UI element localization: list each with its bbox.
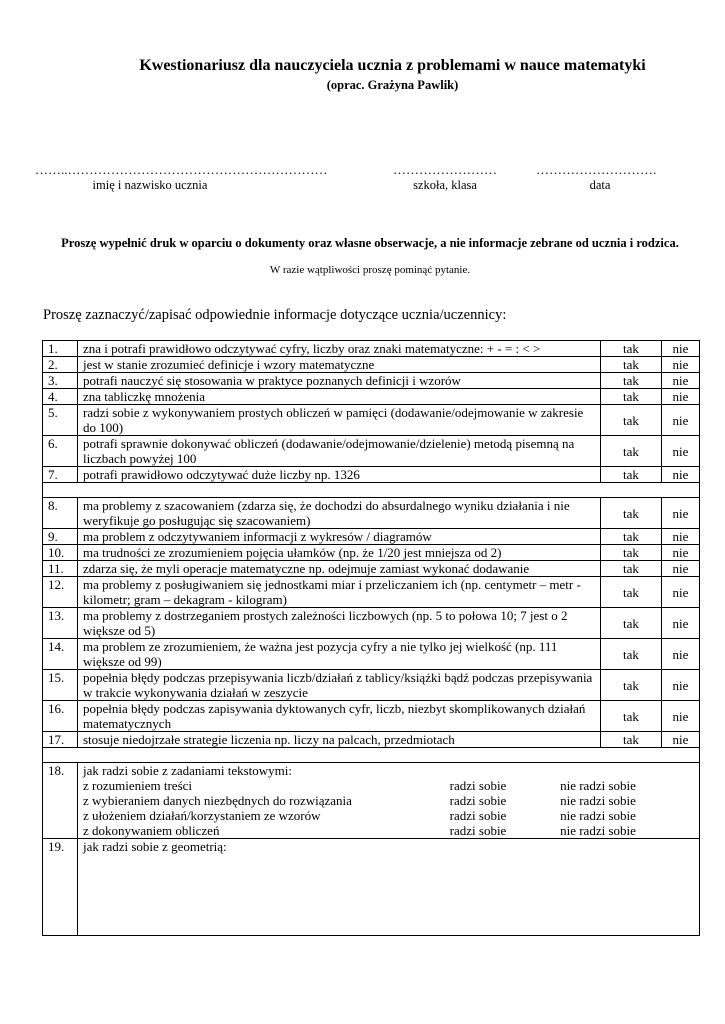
answer-no-option[interactable]: nie	[662, 373, 700, 389]
question-text: popełnia błędy podczas przepisywania liczb/działań z tablicy/książki bądź podczas przepisywania w trakcie wykonywania działań w zeszycie	[78, 670, 601, 701]
question-row	[43, 608, 700, 639]
question-row	[43, 639, 700, 670]
school-field-dots[interactable]: ……………………	[393, 162, 497, 177]
answer-yes-option[interactable]: tak	[601, 701, 662, 732]
subquestion-row	[83, 793, 694, 808]
question-text: potrafi nauczyć się stosowania w praktyce poznanych definicji i wzorów	[78, 373, 601, 389]
question-number: 3.	[43, 373, 78, 389]
subquestion-label: z wybieraniem danych niezbędnych do rozwiązania	[83, 793, 352, 808]
question-text: zna tabliczkę mnożenia	[78, 389, 601, 405]
copes-option[interactable]: radzi sobie	[449, 808, 507, 823]
answer-yes-option[interactable]: tak	[601, 529, 662, 545]
question-row	[43, 577, 700, 608]
answer-no-option[interactable]: nie	[662, 670, 700, 701]
spacer-cell	[43, 483, 700, 498]
answer-no-option[interactable]: nie	[662, 732, 700, 748]
question-text: zdarza się, że myli operacje matematyczne np. odejmuje zamiast wykonać dodawanie	[78, 561, 601, 577]
answer-no-option[interactable]: nie	[662, 608, 700, 639]
question-text: zna i potrafi prawidłowo odczytywać cyfry, liczby oraz znaki matematyczne: + - = : < >	[78, 341, 601, 357]
question-number: 6.	[43, 436, 78, 467]
question-number: 10.	[43, 545, 78, 561]
question-number: 7.	[43, 467, 78, 483]
page-subtitle: (oprac. Grażyna Pawlik)	[326, 78, 459, 92]
answer-yes-option[interactable]: tak	[601, 389, 662, 405]
answer-no-option[interactable]: nie	[662, 701, 700, 732]
answer-yes-option[interactable]: tak	[601, 577, 662, 608]
answer-yes-option[interactable]: tak	[601, 436, 662, 467]
lead-text: Proszę zaznaczyć/zapisać odpowiednie informacje dotyczące ucznia/uczennicy:	[43, 307, 507, 323]
answer-no-option[interactable]: nie	[662, 529, 700, 545]
question-row	[43, 498, 700, 529]
question-row	[43, 701, 700, 732]
question-row	[43, 405, 700, 436]
answer-yes-option[interactable]: tak	[601, 498, 662, 529]
question-19-answer-area[interactable]	[78, 839, 700, 936]
question-number: 1.	[43, 341, 78, 357]
answer-no-option[interactable]: nie	[662, 436, 700, 467]
question-number: 4.	[43, 389, 78, 405]
question-number: 5.	[43, 405, 78, 436]
copes-option[interactable]: radzi sobie	[449, 778, 507, 793]
subquestion-label: z ułożeniem działań/korzystaniem ze wzorów	[83, 808, 321, 823]
question-text: stosuje niedojrzałe strategie liczenia np. liczy na palcach, przedmiotach	[78, 732, 601, 748]
note-text: W razie wątpliwości proszę pominąć pytanie.	[269, 264, 471, 276]
questionnaire-table	[42, 340, 700, 936]
not-copes-option[interactable]: nie radzi sobie	[560, 793, 636, 808]
question-row	[43, 561, 700, 577]
question-row	[43, 389, 700, 405]
question-row	[43, 467, 700, 483]
question-number: 8.	[43, 498, 78, 529]
answer-yes-option[interactable]: tak	[601, 670, 662, 701]
question-text: ma problemy z szacowaniem (zdarza się, że dochodzi do absurdalnego wyniku działania i nie weryfikuje go posługując się szacowaniem)	[78, 498, 601, 529]
question-number: 2.	[43, 357, 78, 373]
question-row	[43, 357, 700, 373]
answer-yes-option[interactable]: tak	[601, 608, 662, 639]
question-row	[43, 529, 700, 545]
question-row	[43, 373, 700, 389]
not-copes-option[interactable]: nie radzi sobie	[560, 778, 636, 793]
question-text: ma problemy z posługiwaniem się jednostkami miar i przeliczaniem ich (np. centymetr – metr - kilometr; gram – dekagram - kilogram)	[78, 577, 601, 608]
question-number: 19.	[43, 839, 78, 936]
question-18-heading: jak radzi sobie z zadaniami tekstowymi:	[83, 763, 293, 778]
question-text: ma problem ze zrozumieniem, że ważna jest pozycja cyfry a nie tylko jej wielkość (np. 111 większe od 99)	[78, 639, 601, 670]
subquestion-row	[83, 778, 694, 793]
question-number: 14.	[43, 639, 78, 670]
answer-yes-option[interactable]: tak	[601, 561, 662, 577]
question-number: 17.	[43, 732, 78, 748]
answer-no-option[interactable]: nie	[662, 341, 700, 357]
subquestion-label: z dokonywaniem obliczeń	[83, 823, 220, 838]
answer-no-option[interactable]: nie	[662, 389, 700, 405]
question-text: potrafi sprawnie dokonywać obliczeń (dodawanie/odejmowanie/dzielenie) metodą pisemną na liczbach powyżej 100	[78, 436, 601, 467]
question-text: jest w stanie zrozumieć definicje i wzory matematyczne	[78, 357, 601, 373]
question-number: 9.	[43, 529, 78, 545]
subquestion-row	[83, 808, 694, 823]
answer-no-option[interactable]: nie	[662, 561, 700, 577]
answer-no-option[interactable]: nie	[662, 498, 700, 529]
question-row	[43, 670, 700, 701]
answer-no-option[interactable]: nie	[662, 639, 700, 670]
copes-option[interactable]: radzi sobie	[449, 793, 507, 808]
question-19-heading: jak radzi sobie z geometrią:	[83, 839, 227, 854]
answer-no-option[interactable]: nie	[662, 545, 700, 561]
question-number: 13.	[43, 608, 78, 639]
spacer-cell	[43, 748, 700, 763]
question-text: ma problemy z dostrzeganiem prostych zależności liczbowych (np. 5 to połowa 10; 7 jest o 2 większe od 5)	[78, 608, 601, 639]
question-text: ma problem z odczytywaniem informacji z wykresów / diagramów	[78, 529, 601, 545]
answer-no-option[interactable]: nie	[662, 467, 700, 483]
answer-yes-option[interactable]: tak	[601, 545, 662, 561]
subquestion-label: z rozumieniem treści	[83, 778, 193, 793]
table-spacer-row	[43, 483, 700, 498]
question-text: potrafi prawidłowo odczytywać duże liczby np. 1326	[78, 467, 601, 483]
answer-yes-option[interactable]: tak	[601, 639, 662, 670]
answer-yes-option[interactable]: tak	[601, 373, 662, 389]
answer-no-option[interactable]: nie	[662, 357, 700, 373]
instruction-text: Proszę wypełnić druk w oparciu o dokumenty oraz własne obserwacje, a nie informacje zebrane od ucznia i rodzica.	[61, 236, 679, 250]
school-field-label: szkoła, klasa	[413, 178, 477, 192]
question-number: 11.	[43, 561, 78, 577]
answer-no-option[interactable]: nie	[662, 405, 700, 436]
answer-yes-option[interactable]: tak	[601, 405, 662, 436]
date-field-dots[interactable]: ……………………….	[536, 162, 657, 177]
question-number: 15.	[43, 670, 78, 701]
question-number: 16.	[43, 701, 78, 732]
answer-yes-option[interactable]: tak	[601, 357, 662, 373]
question-text: ma trudności ze zrozumieniem pojęcia ułamków (np. że 1/20 jest mniejsza od 2)	[78, 545, 601, 561]
question-text: radzi sobie z wykonywaniem prostych obliczeń w pamięci (dodawanie/odejmowanie w zakresie do 100)	[78, 405, 601, 436]
question-row	[43, 341, 700, 357]
name-field-dots[interactable]: ……..……………………………………………………	[35, 162, 328, 177]
answer-yes-option[interactable]: tak	[601, 341, 662, 357]
question-number: 12.	[43, 577, 78, 608]
question-row	[43, 436, 700, 467]
question-row	[43, 732, 700, 748]
question-row	[43, 545, 700, 561]
question-text: popełnia błędy podczas zapisywania dyktowanych cyfr, liczb, niezbyt skomplikowanych działań matematycznych	[78, 701, 601, 732]
question-row-19	[43, 839, 700, 936]
date-field-label: data	[589, 178, 611, 192]
not-copes-option[interactable]: nie radzi sobie	[560, 808, 636, 823]
name-field-label: imię i nazwisko ucznia	[92, 178, 208, 192]
question-row-18	[43, 763, 700, 839]
copes-option[interactable]: radzi sobie	[449, 823, 507, 838]
question-number: 18.	[43, 763, 78, 839]
page-title: Kwestionariusz dla nauczyciela ucznia z problemami w nauce matematyki	[139, 57, 646, 74]
table-spacer-row	[43, 748, 700, 763]
answer-yes-option[interactable]: tak	[601, 467, 662, 483]
subquestion-row	[83, 823, 694, 838]
not-copes-option[interactable]: nie radzi sobie	[560, 823, 636, 838]
answer-no-option[interactable]: nie	[662, 577, 700, 608]
question-18-cell	[78, 763, 700, 839]
answer-yes-option[interactable]: tak	[601, 732, 662, 748]
